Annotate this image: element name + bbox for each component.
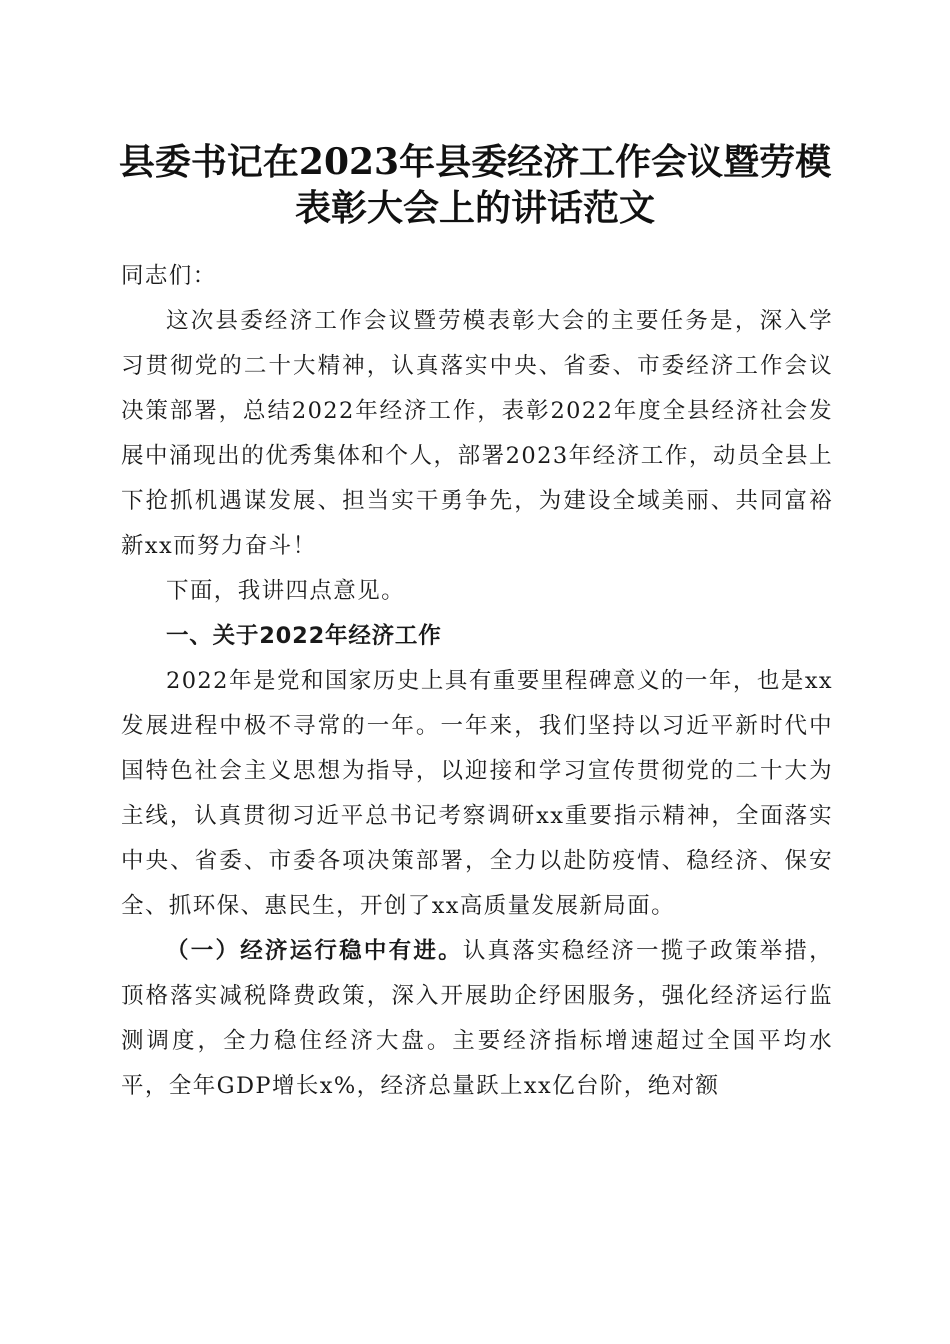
document-title-line-1: 县委书记在2023年县委经济工作会议暨劳模 bbox=[118, 141, 832, 183]
intro-paragraph: 这次县委经济工作会议暨劳模表彰大会的主要任务是，深入学习贯彻党的二十大精神，认真落实中央、省委、市委经济工作会议决策部署，总结2022年经济工作，表彰2022年度全县经济社会发展中涌现出的优秀集体和个人，部署2023年经济工作，动员全县上下抢抓机遇谋发展、担当实干勇争先，为建设全域美丽、共同富裕新xx而努力奋斗！ bbox=[121, 308, 833, 559]
transition-paragraph: 下面，我讲四点意见。 bbox=[166, 578, 406, 604]
subsection-1-heading: （一）经济运行稳中有进。 bbox=[166, 938, 463, 964]
document-title-line-2: 表彰大会上的讲话范文 bbox=[294, 187, 655, 229]
subsection-1-paragraph bbox=[121, 929, 833, 1109]
salutation: 同志们： bbox=[121, 263, 217, 289]
section-1-heading: 一、关于2022年经济工作 bbox=[166, 623, 442, 649]
document-body bbox=[121, 254, 833, 1109]
section-1-paragraph: 2022年是党和国家历史上具有重要里程碑意义的一年，也是xx发展进程中极不寻常的一年。一年来，我们坚持以习近平新时代中国特色社会主义思想为指导，以迎接和学习宣传贯彻党的二十大为主线，认真贯彻习近平总书记考察调研xx重要指示精神，全面落实中央、省委、市委各项决策部署，全力以赴防疫情、稳经济、保安全、抓环保、惠民生，开创了xx高质量发展新局面。 bbox=[121, 668, 833, 919]
subsection-1-text: 认真落实稳经济一揽子政策举措，顶格落实减税降费政策，深入开展助企纾困服务，强化经济运行监测调度，全力稳住经济大盘。主要经济指标增速超过全国平均水平，全年GDP增长x%，经济总量跃上xx亿台阶，绝对额 bbox=[121, 938, 833, 1099]
